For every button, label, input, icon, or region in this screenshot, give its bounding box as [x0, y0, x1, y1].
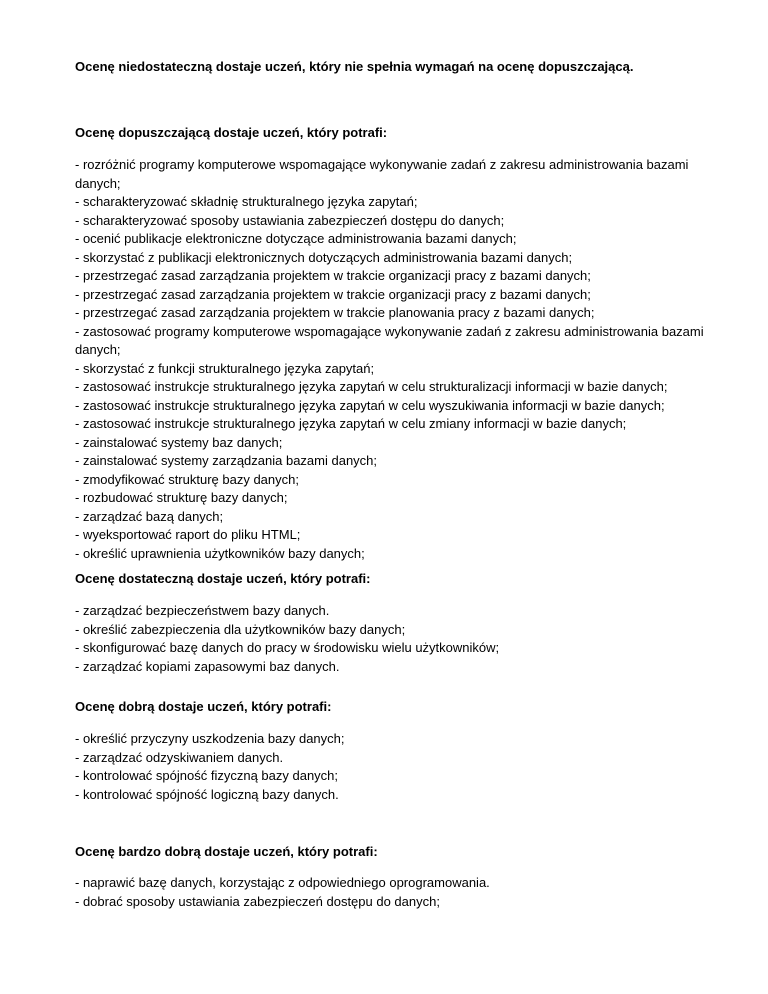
list-item: - ocenić publikacje elektroniczne dotyczące administrowania bazami danych; [75, 231, 517, 246]
list-item: - wyeksportować raport do pliku HTML; [75, 527, 301, 542]
section-list-dopuszczajaca [75, 156, 715, 563]
list-item: - skorzystać z publikacji elektronicznych dotyczących administrowania bazami danych; [75, 249, 573, 265]
list-item: - kontrolować spójność fizyczną bazy danych; [75, 768, 339, 783]
section-heading-dobra: Ocenę dobrą dostaje uczeń, który potrafi: [75, 699, 332, 714]
list-item: - zarządzać bazą danych; [75, 508, 224, 524]
list-item: - określić przyczyny uszkodzenia bazy danych; [75, 731, 345, 746]
list-item: - rozróżnić programy komputerowe wspomagające wykonywanie zadań z zakresu administrowania bazami danych; [75, 157, 689, 191]
list-item: - zarządzać bezpieczeństwem bazy danych. [75, 603, 330, 618]
list-item: - zastosować instrukcje strukturalnego języka zapytań w celu zmiany informacji w bazie danych; [75, 416, 627, 431]
list-item: - zarządzać odzyskiwaniem danych. [75, 749, 284, 765]
list-item: - zarządzać kopiami zapasowymi baz danych. [75, 658, 340, 674]
list-item: - skorzystać z funkcji strukturalnego języka zapytań; [75, 360, 375, 376]
list-item: - naprawić bazę danych, korzystając z odpowiedniego oprogramowania. [75, 875, 490, 890]
list-item: - skonfigurować bazę danych do pracy w środowisku wielu użytkowników; [75, 640, 500, 655]
list-item: - zastosować instrukcje strukturalnego języka zapytań w celu strukturalizacji informacji w bazie danych; [75, 379, 668, 394]
list-item: - rozbudować strukturę bazy danych; [75, 490, 288, 505]
list-item: - dobrać sposoby ustawiania zabezpieczeń dostępu do danych; [75, 893, 440, 909]
list-item: - zastosować instrukcje strukturalnego języka zapytań w celu wyszukiwania informacji w bazie danych; [75, 397, 665, 413]
list-item: - zainstalować systemy zarządzania bazami danych; [75, 453, 378, 468]
list-item: - scharakteryzować składnię strukturalnego języka zapytań; [75, 194, 418, 209]
list-item: - zastosować programy komputerowe wspomagające wykonywanie zadań z zakresu administrowania bazami danych; [75, 323, 704, 357]
intro-heading: Ocenę niedostateczną dostaje uczeń, który nie spełnia wymagań na ocenę dopuszczającą. [75, 59, 634, 74]
section-list-bardzo-dobra [75, 874, 715, 911]
list-item: - kontrolować spójność logiczną bazy danych. [75, 786, 339, 802]
section-list-dobra [75, 730, 715, 804]
list-item: - przestrzegać zasad zarządzania projektem w trakcie planowania pracy z bazami danych; [75, 305, 595, 320]
section-heading-dostateczna: Ocenę dostateczną dostaje uczeń, który potrafi: [75, 571, 371, 586]
list-item: - określić uprawnienia użytkowników bazy danych; [75, 545, 365, 561]
section-heading-bardzo-dobra: Ocenę bardzo dobrą dostaje uczeń, który potrafi: [75, 844, 378, 859]
section-heading-dopuszczajaca: Ocenę dopuszczającą dostaje uczeń, który potrafi: [75, 125, 388, 140]
list-item: - zainstalować systemy baz danych; [75, 434, 283, 450]
list-item: - przestrzegać zasad zarządzania projektem w trakcie organizacji pracy z bazami danych; [75, 286, 591, 302]
list-item: - zmodyfikować strukturę bazy danych; [75, 471, 299, 487]
list-item: - scharakteryzować sposoby ustawiania zabezpieczeń dostępu do danych; [75, 212, 505, 228]
list-item: - określić zabezpieczenia dla użytkowników bazy danych; [75, 621, 406, 637]
section-list-dostateczna [75, 602, 715, 676]
list-item: - przestrzegać zasad zarządzania projektem w trakcie organizacji pracy z bazami danych; [75, 268, 591, 283]
